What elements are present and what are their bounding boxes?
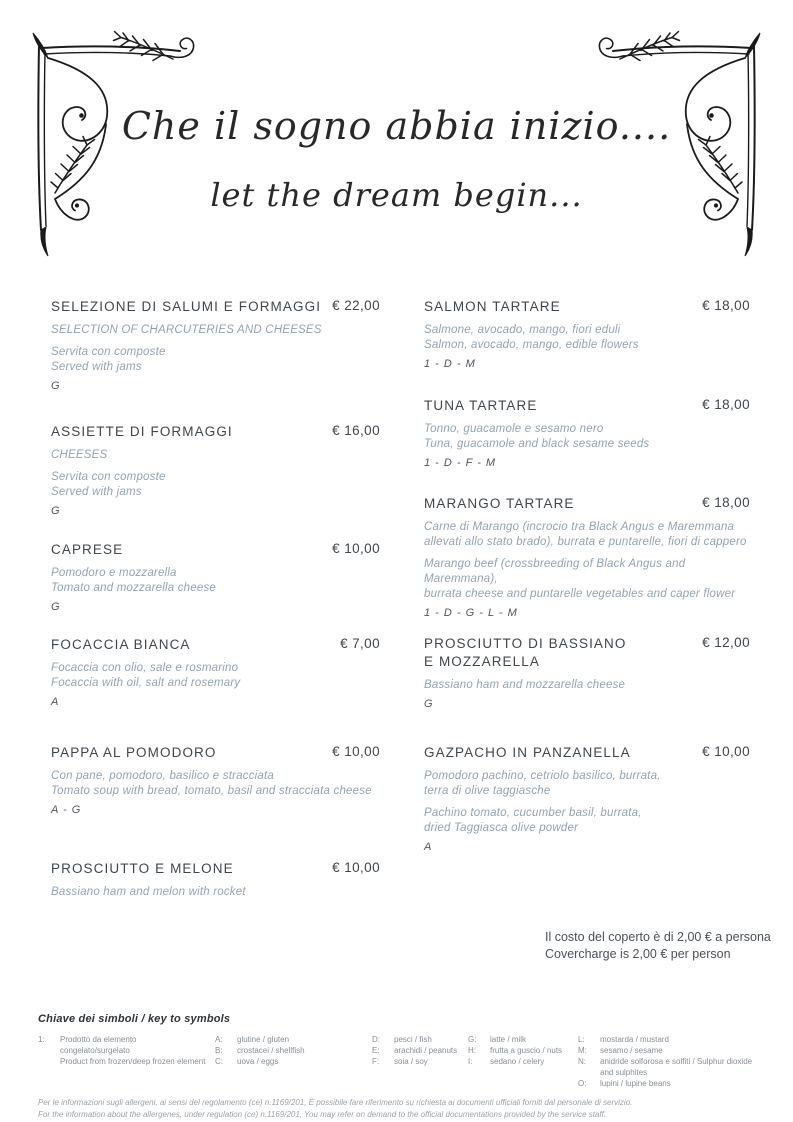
item-desc-line: CHEESES: [51, 449, 108, 461]
item-price: € 18,00: [702, 397, 750, 412]
menu-item: [424, 495, 750, 635]
item-desc-line: Pomodoro e mozzarella: [51, 567, 177, 579]
item-title-line: CAPRESE: [51, 542, 124, 557]
allergen-key-entry: [215, 1034, 372, 1045]
allergen-note-it: Per le informazioni sugli allergeni, ai sensi del regolamento (ce) n.1169/201, È possibile fare riferimento su richiesta ai documenti ufficiali forniti dal personale di servizio.: [38, 1098, 633, 1107]
item-descriptions: [51, 661, 380, 691]
menu-item: [51, 636, 380, 744]
menu-item-header: [51, 541, 380, 559]
item-desc-line: Pachino tomato, cucumber basil, burrata,: [424, 807, 642, 819]
item-desc-line: Tonno, guacamole e sesamo nero: [424, 423, 604, 435]
item-price: € 16,00: [332, 423, 380, 438]
menu-items: [51, 298, 750, 900]
allergen-key-entry: [372, 1056, 468, 1067]
allergen-code: O:: [578, 1079, 587, 1088]
allergen-key-entry: [468, 1045, 578, 1056]
allergen-key-heading: Chiave dei simboli / key to symbols: [38, 1013, 231, 1025]
allergen-label-line: crostacei / shellfish: [237, 1046, 305, 1055]
allergen-code: G:: [468, 1035, 477, 1044]
item-paragraph: [51, 345, 380, 375]
item-descriptions: [424, 520, 750, 602]
item-allergens: A: [51, 696, 60, 708]
allergen-label-line: latte / milk: [490, 1035, 527, 1044]
item-title: [51, 541, 324, 559]
item-descriptions: [51, 769, 380, 799]
allergen-key-entry: [578, 1078, 765, 1089]
allergen-key-columns: [38, 1034, 765, 1089]
allergen-key-column: [38, 1034, 215, 1089]
allergen-key-entry: [578, 1034, 765, 1045]
item-title-line: PAPPA AL POMODORO: [51, 745, 217, 760]
menu-item: [51, 541, 380, 636]
allergen-key-entry: [468, 1034, 578, 1045]
item-allergens: 1 - D - F - M: [424, 457, 497, 469]
item-allergens: 1 - D - G - L - M: [424, 607, 518, 619]
covercharge-line-it: Il costo del coperto è di 2,00 € a persona: [545, 930, 771, 944]
allergen-label-line: mostarda / mustard: [600, 1035, 669, 1044]
allergen-key-entry: [578, 1056, 765, 1078]
menu-item-header: [424, 495, 750, 513]
allergen-label-line: soia / soy: [394, 1057, 428, 1066]
menu-item-header: [51, 636, 380, 654]
allergen-notes: [38, 1097, 765, 1121]
item-desc-line: Con pane, pomodoro, basilico e stracciata: [51, 770, 274, 782]
item-descriptions: [424, 769, 750, 836]
covercharge-note: [545, 929, 771, 963]
item-price: € 10,00: [702, 744, 750, 759]
item-descriptions: [424, 323, 750, 353]
menu-item-header: [51, 860, 380, 878]
allergen-label: [60, 1034, 215, 1067]
menu-item: [424, 298, 750, 397]
headline-italian: Che il sogno abbia inizio....: [121, 104, 672, 148]
covercharge-line-en: Covercharge is 2,00 € per person: [545, 947, 731, 961]
item-paragraph: [51, 661, 380, 691]
allergen-label-line: pesci / fish: [394, 1035, 432, 1044]
item-title-line: GAZPACHO IN PANZANELLA: [424, 745, 631, 760]
item-paragraph: [424, 520, 750, 550]
item-desc-line: Focaccia con olio, sale e rosmarino: [51, 662, 239, 674]
allergen-code: D:: [372, 1035, 380, 1044]
item-price: € 12,00: [702, 635, 750, 650]
menu-item-header: [51, 423, 380, 441]
item-title-line: FOCACCIA BIANCA: [51, 637, 191, 652]
item-descriptions: [51, 323, 380, 375]
item-desc-line: terra di olive taggiasche: [424, 785, 551, 797]
allergen-key-entry: [38, 1034, 215, 1067]
allergen-label: [394, 1034, 468, 1045]
allergen-key-entry: [215, 1045, 372, 1056]
item-paragraph: [51, 448, 380, 463]
item-paragraph: [51, 769, 380, 799]
item-paragraph: [51, 470, 380, 500]
item-desc-line: SELECTION OF CHARCUTERIES AND CHEESES: [51, 324, 322, 336]
item-title: [424, 495, 694, 513]
item-desc-line: Tomato soup with bread, tomato, basil and stracciata cheese: [51, 785, 372, 797]
allergen-code: B:: [215, 1046, 223, 1055]
menu-column-left: [51, 298, 380, 900]
item-paragraph: [51, 323, 380, 338]
menu-item-header: [424, 635, 750, 671]
menu-item: [51, 298, 380, 423]
allergen-code: 1:: [38, 1035, 45, 1044]
allergen-key-column: [468, 1034, 578, 1089]
allergen-label-line: glutine / gluten: [237, 1035, 290, 1044]
item-allergens: G: [51, 380, 61, 392]
item-title: [424, 635, 694, 671]
allergen-code: C:: [215, 1057, 223, 1066]
allergen-key-entry: [468, 1056, 578, 1067]
allergen-label: [600, 1078, 765, 1089]
allergen-code: A:: [215, 1035, 223, 1044]
allergen-code: I:: [468, 1057, 473, 1066]
allergen-label: [237, 1045, 372, 1056]
allergen-code: H:: [468, 1046, 476, 1055]
allergen-label-line: sedano / celery: [490, 1057, 545, 1066]
item-allergens: A: [424, 841, 433, 853]
item-title: [51, 423, 324, 441]
allergen-label-line: frutta a guscio / nuts: [490, 1046, 563, 1055]
item-title-line: PROSCIUTTO E MELONE: [51, 861, 234, 876]
item-desc-line: Pomodoro pachino, cetriolo basilico, burrata,: [424, 770, 661, 782]
allergen-label-line: anidride solforosa e solfiti / Sulphur dioxide and sulphites: [600, 1057, 753, 1077]
allergen-key-entry: [372, 1034, 468, 1045]
menu-item: [424, 397, 750, 495]
item-paragraph: [424, 806, 750, 836]
allergen-label-line: lupini / lupine beans: [600, 1079, 671, 1088]
item-descriptions: [51, 566, 380, 596]
item-price: € 18,00: [702, 298, 750, 313]
item-desc-line: Served with jams: [51, 486, 142, 498]
allergen-label: [394, 1045, 468, 1056]
item-title: [424, 397, 694, 415]
menu-item: [424, 744, 750, 853]
menu-item: [424, 635, 750, 744]
item-desc-line: Salmone, avocado, mango, fiori eduli: [424, 324, 621, 336]
menu-item: [51, 423, 380, 541]
item-title: [51, 636, 332, 654]
allergen-key-column: [372, 1034, 468, 1089]
item-paragraph: [51, 566, 380, 596]
item-paragraph: [424, 678, 750, 693]
item-title: [51, 298, 324, 316]
item-allergens: A - G: [51, 804, 82, 816]
item-desc-line: Servita con composte: [51, 346, 166, 358]
item-desc-line: Tuna, guacamole and black sesame seeds: [424, 438, 650, 450]
allergen-key-entry: [578, 1045, 765, 1056]
allergen-code: E:: [372, 1046, 380, 1055]
allergen-label: [600, 1056, 765, 1078]
item-price: € 22,00: [332, 298, 380, 313]
allergen-key-column: [578, 1034, 765, 1089]
item-paragraph: [424, 323, 750, 353]
headline-english: let the dream begin...: [210, 176, 583, 214]
item-desc-line: Bassiano ham and melon with rocket: [51, 886, 246, 898]
item-allergens: G: [424, 698, 434, 710]
item-desc-line: burrata cheese and puntarelle vegetables and caper flower: [424, 588, 736, 600]
item-descriptions: [51, 885, 380, 900]
menu-item: [51, 860, 380, 900]
allergen-key-entry: [372, 1045, 468, 1056]
item-paragraph: [424, 769, 750, 799]
item-desc-line: Salmon, avocado, mango, edible flowers: [424, 339, 639, 351]
item-descriptions: [424, 422, 750, 452]
item-price: € 7,00: [340, 636, 380, 651]
allergen-label: [237, 1034, 372, 1045]
allergen-label: [490, 1034, 578, 1045]
item-desc-line: Carne di Marango (incrocio tra Black Angus e Maremmana: [424, 521, 735, 533]
item-desc-line: Served with jams: [51, 361, 142, 373]
menu-item-header: [51, 744, 380, 762]
allergen-label-line: uova / eggs: [237, 1057, 279, 1066]
item-desc-line: Marango beef (crossbreeding of Black Angus and Maremmana),: [424, 558, 686, 585]
allergen-label-line: sesamo / sesame: [600, 1046, 663, 1055]
allergen-code: L:: [578, 1035, 585, 1044]
item-allergens: G: [51, 505, 61, 517]
item-allergens: G: [51, 601, 61, 613]
item-desc-line: Focaccia with oil, salt and rosemary: [51, 677, 241, 689]
item-price: € 18,00: [702, 495, 750, 510]
item-price: € 10,00: [332, 541, 380, 556]
item-paragraph: [424, 557, 750, 602]
item-descriptions: [424, 678, 750, 693]
item-title-line: MARANGO TARTARE: [424, 496, 575, 511]
allergen-label: [237, 1056, 372, 1067]
allergen-label-line: arachidi / peanuts: [394, 1046, 458, 1055]
allergen-label: [600, 1034, 765, 1045]
allergen-label: [490, 1056, 578, 1067]
item-desc-line: dried Taggiasca olive powder: [424, 822, 579, 834]
allergen-code: F:: [372, 1057, 380, 1066]
item-descriptions: [51, 448, 380, 500]
item-title-line: PROSCIUTTO DI BASSIANO: [424, 636, 627, 651]
item-desc-line: allevati allo stato brado), burrata e puntarelle, fiori di cappero: [424, 536, 747, 548]
item-paragraph: [51, 885, 380, 900]
menu-item: [51, 744, 380, 860]
menu-item-header: [424, 744, 750, 762]
item-title-line: TUNA TARTARE: [424, 398, 538, 413]
menu-item-header: [51, 298, 380, 316]
allergen-label-line: Product from frozen/deep frozen element: [60, 1057, 206, 1066]
allergen-code: M:: [578, 1046, 587, 1055]
allergen-note-en: For the information about the allergenes, under regulation (ce) n.1169/201, You may refer on demand to the official documentations provided by the service staff.: [38, 1110, 607, 1119]
allergen-label-line: Prodotto da elemento congelato/surgelato: [60, 1035, 137, 1055]
allergen-code: N:: [578, 1057, 586, 1066]
item-title: [424, 298, 694, 316]
item-price: € 10,00: [332, 744, 380, 759]
allergen-label: [394, 1056, 468, 1067]
item-title: [51, 744, 324, 762]
item-title-line: SELEZIONE DI SALUMI E FORMAGGI: [51, 299, 322, 314]
menu-column-right: [424, 298, 750, 900]
item-title: [424, 744, 694, 762]
allergen-key-column: [215, 1034, 372, 1089]
item-desc-line: Servita con composte: [51, 471, 166, 483]
allergen-key-entry: [215, 1056, 372, 1067]
allergen-label: [600, 1045, 765, 1056]
item-title-line: E MOZZARELLA: [424, 654, 540, 669]
item-title: [51, 860, 324, 878]
allergen-key-footer: [38, 1013, 765, 1121]
item-price: € 10,00: [332, 860, 380, 875]
allergen-label: [490, 1045, 578, 1056]
item-paragraph: [424, 422, 750, 452]
item-title-line: ASSIETTE DI FORMAGGI: [51, 424, 233, 439]
menu-item-header: [424, 298, 750, 316]
item-title-line: SALMON TARTARE: [424, 299, 561, 314]
item-allergens: 1 - D - M: [424, 358, 476, 370]
item-desc-line: Tomato and mozzarella cheese: [51, 582, 216, 594]
item-desc-line: Bassiano ham and mozzarella cheese: [424, 679, 626, 691]
menu-item-header: [424, 397, 750, 415]
